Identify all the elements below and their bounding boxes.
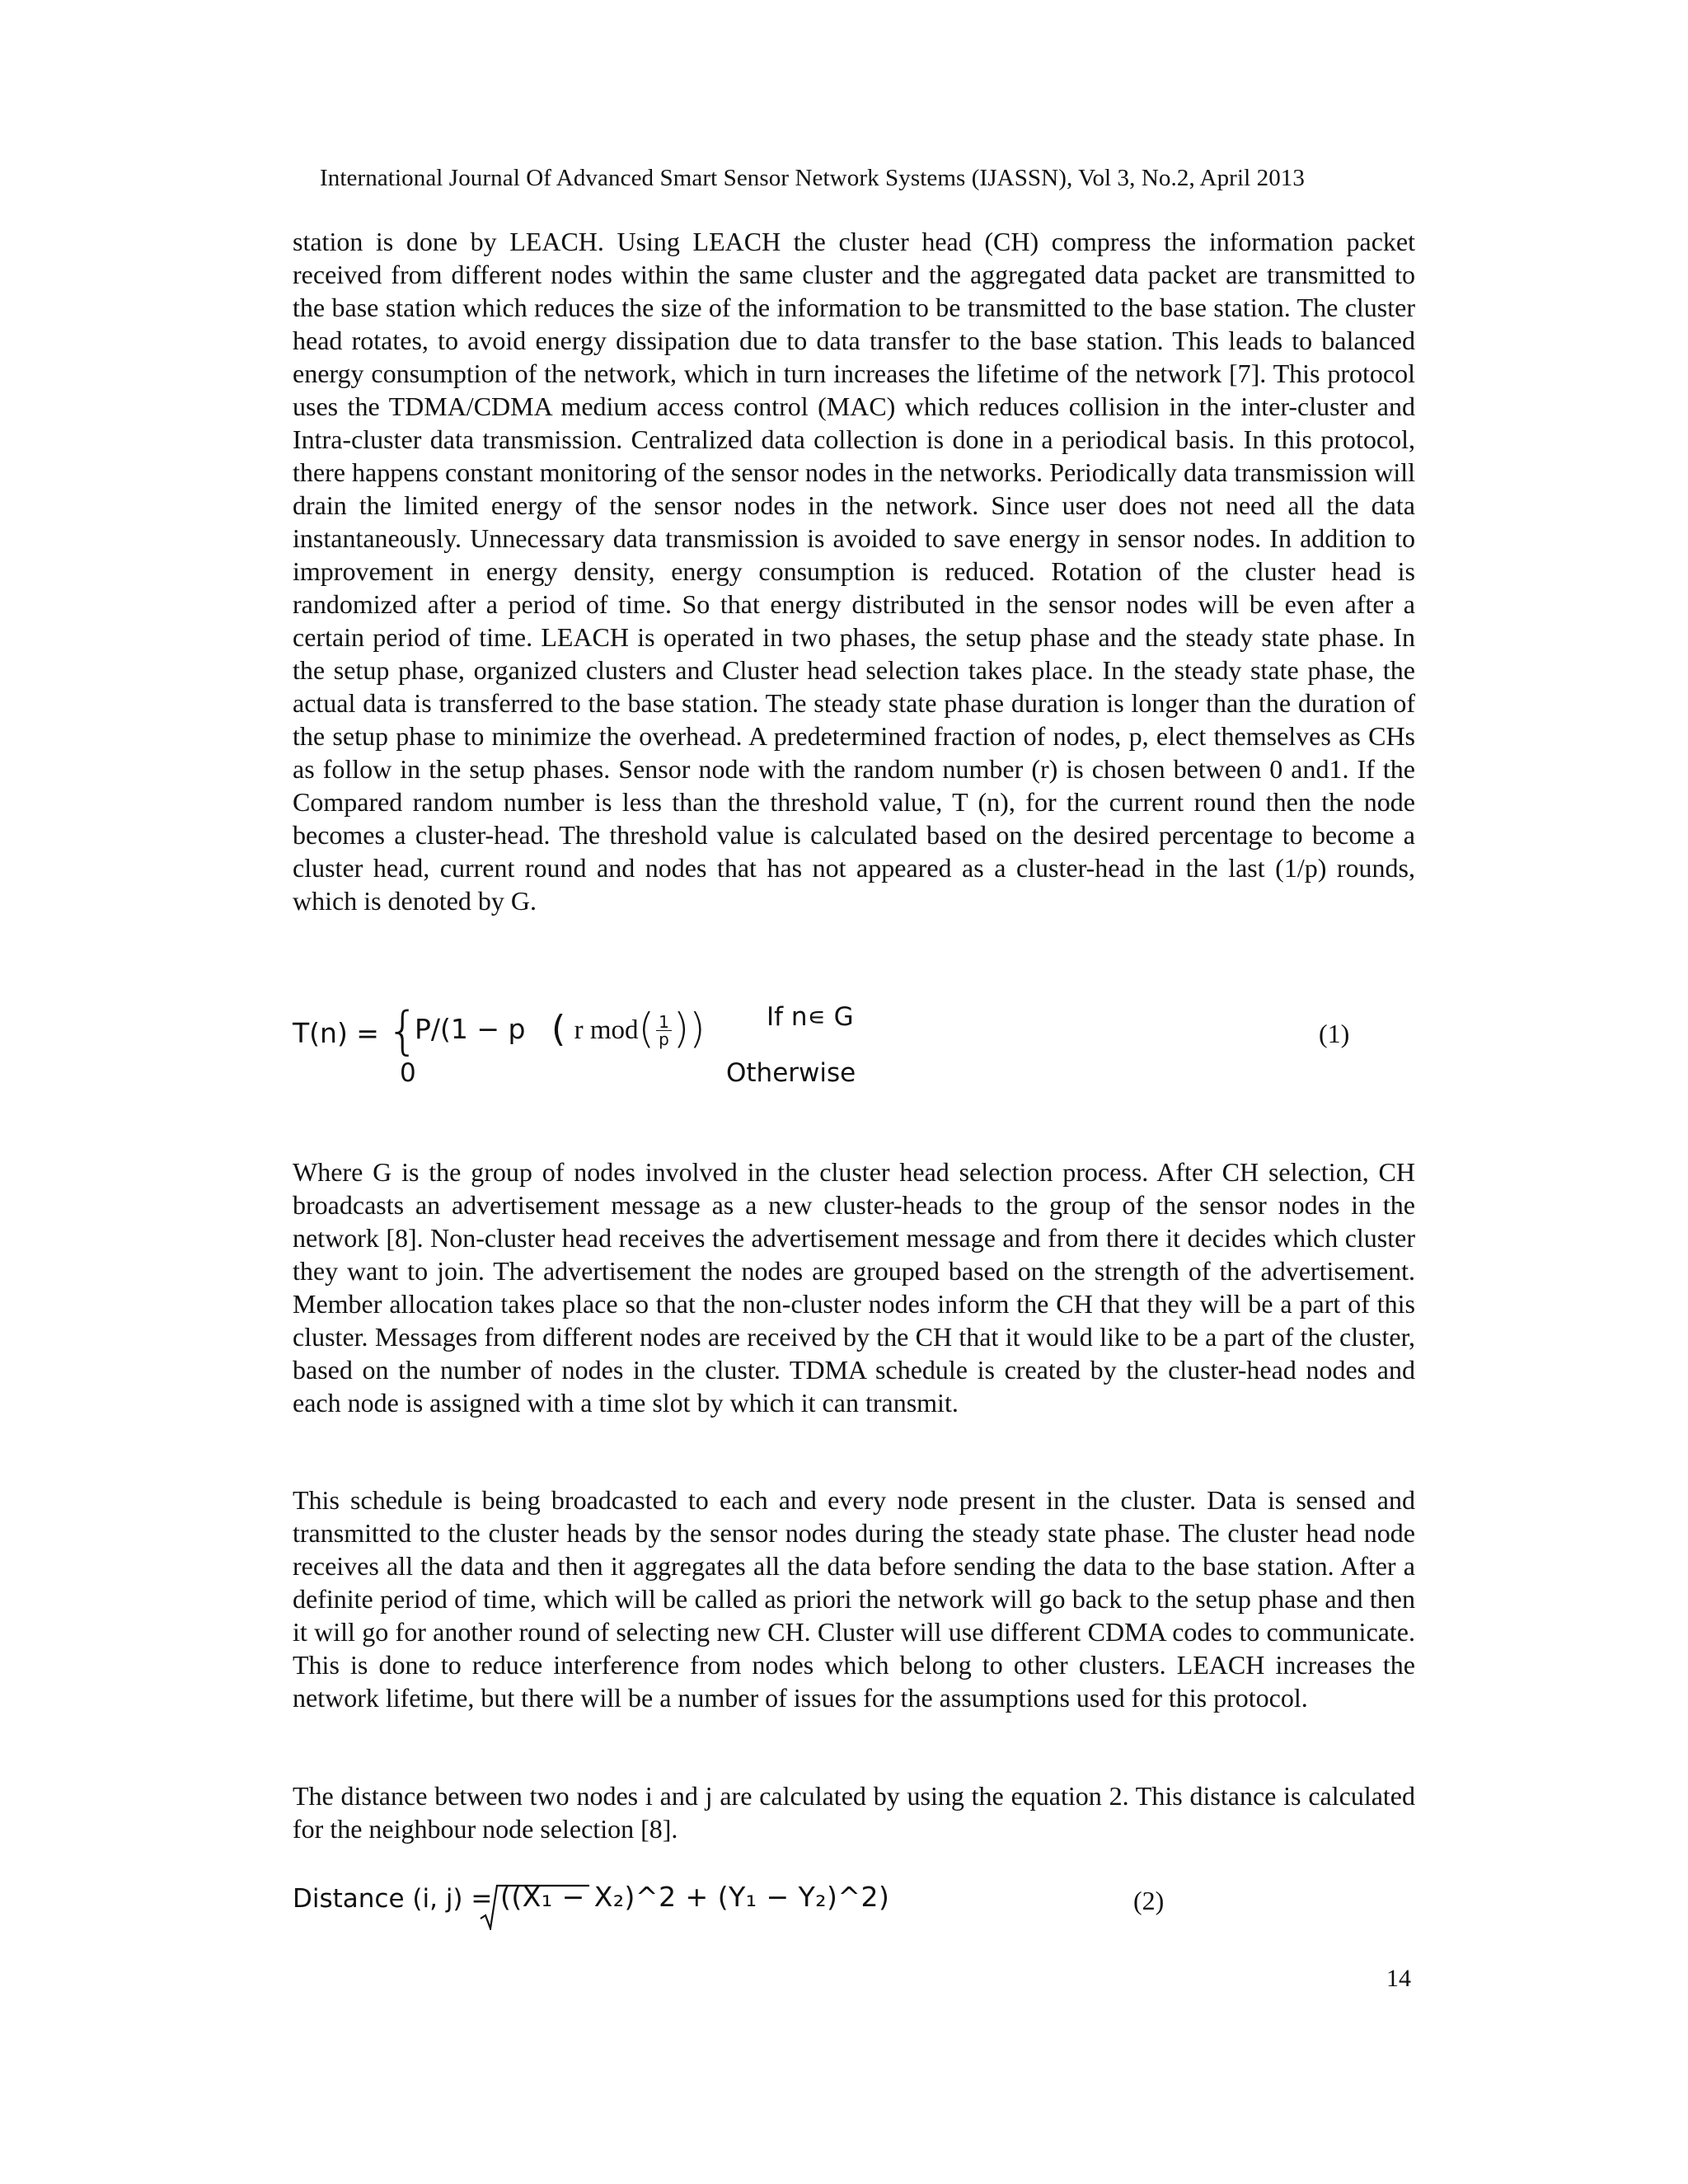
equation-1-close-parens: )) xyxy=(673,1005,706,1052)
equation-1-condition-2: Otherwise xyxy=(726,1058,856,1088)
equation-1-fraction-numerator: 1 xyxy=(656,1014,672,1031)
equation-1-fraction xyxy=(656,1014,672,1047)
equation-1-lhs: T(n) = xyxy=(293,1017,379,1049)
equation-2-expression: ((X₁ − X₂)^2 + (Y₁ − Y₂)^2) xyxy=(500,1881,890,1913)
equation-1-open-paren: ( xyxy=(551,1008,566,1050)
equation-2-distance xyxy=(293,1881,1415,1938)
journal-header: International Journal Of Advanced Smart Sensor Network Systems (IJASSN), Vol 3, No.2, April 2013 xyxy=(320,165,1306,191)
equation-2-number: (2) xyxy=(1133,1886,1165,1915)
equation-1-brace: { xyxy=(387,1001,420,1061)
equation-1-case-2: 0 xyxy=(400,1058,416,1088)
body-paragraph-schedule: This schedule is being broadcasted to each and every node present in the cluster. Data is sensed and transmitted to the cluster heads by the sensor nodes during the steady state phase. The cluster head node receives all the data and then it aggregates all the data before sending the data to the base station. After a definite period of time, which will be called as priori the network will go back to the setup phase and then it will go for another round of selecting new CH. Cluster will use different CDMA codes to communicate. This is done to reduce interference from nodes which belong to other clusters. LEACH increases the network lifetime, but there will be a number of issues for the assumptions used for this protocol. xyxy=(293,1485,1415,1713)
page-number: 14 xyxy=(1386,1965,1411,1992)
equation-1-number: (1) xyxy=(1319,1019,1350,1048)
equation-1-fraction-denominator: p xyxy=(659,1029,669,1049)
equation-1-threshold xyxy=(293,989,1415,1104)
equation-2-label: Distance (i, j) = xyxy=(293,1884,493,1914)
equation-1-case-1-prefix: P/(1 − p xyxy=(415,1013,526,1045)
body-paragraph-distance: The distance between two nodes i and j are calculated by using the equation 2. This distance is calculated for the neighbour node selection [8]. xyxy=(293,1781,1415,1844)
equation-1-rmod: r mod xyxy=(574,1015,639,1045)
body-paragraph-leach-overview: station is done by LEACH. Using LEACH the cluster head (CH) compress the information packet received from different nodes within the same cluster and the aggregated data packet are transmitted to the base station which reduces the size of the information to be transmitted to the base station. The cluster head rotates, to avoid energy dissipation due to data transfer to the base station. This leads to balanced energy consumption of the network, which in turn increases the lifetime of the network [7]. This protocol uses the TDMA/CDMA medium access control (MAC) which reduces collision in the inter-cluster and Intra-cluster data transmission. Centralized data collection is done in a periodical basis. In this protocol, there happens constant monitoring of the sensor nodes in the networks. Periodically data transmission will drain the limited energy of the sensor nodes in the network. Since user does not need all the data instantaneously. Unnecessary data transmission is avoided to save energy in sensor nodes. In addition to improvement in energy density, energy consumption is reduced. Rotation of the cluster head is randomized after a period of time. So that energy distributed in the sensor nodes will be even after a certain period of time. LEACH is operated in two phases, the setup phase and the steady state phase. In the setup phase, organized clusters and Cluster head selection takes place. In the steady state phase, the actual data is transferred to the base station. The steady state phase duration is longer than the duration of the setup phase to minimize the overhead. A predetermined fraction of nodes, p, elect themselves as CHs as follow in the setup phases. Sensor node with the random number (r) is chosen between 0 and1. If the Compared random number is less than the threshold value, T (n), for the current round then the node becomes a cluster-head. The threshold value is calculated based on the desired percentage to become a cluster head, current round and nodes that has not appeared as a cluster-head in the last (1/p) rounds, which is denoted by G. xyxy=(293,227,1415,916)
body-paragraph-ch-selection: Where G is the group of nodes involved in the cluster head selection process. After CH selection, CH broadcasts an advertisement message as a new cluster-heads to the group of the sensor nodes in the network [8]. Non-cluster head receives the advertisement message and from there it decides which cluster they want to join. The advertisement the nodes are grouped based on the strength of the advertisement. Member allocation takes place so that the non-cluster nodes inform the CH that they will be a part of this cluster. Messages from different nodes are received by the CH that it would like to be a part of the cluster, based on the number of nodes in the cluster. TDMA schedule is created by the cluster-head nodes and each node is assigned with a time slot by which it can transmit. xyxy=(293,1157,1415,1418)
equation-1-condition-1: If n∊ G xyxy=(767,1002,854,1032)
equation-1-case-1: P/(1 − p ( r mod( $\frac{1}{p}$ )) xyxy=(415,1005,706,1052)
